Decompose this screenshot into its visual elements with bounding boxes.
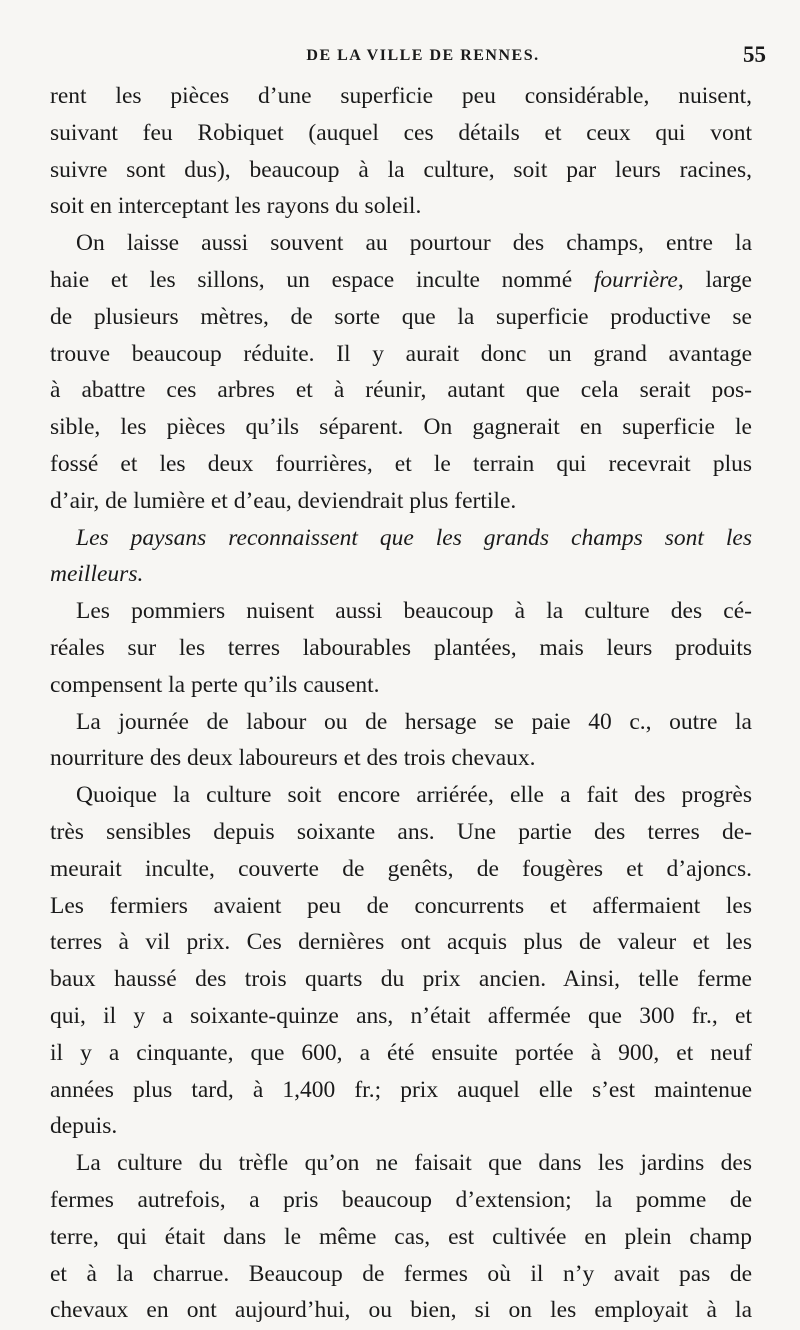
paragraph <box>50 777 752 1145</box>
text-line: trouve beaucoup réduite. Il y aurait donc un grand avantage <box>50 340 752 367</box>
text-line: compensent la perte qu’ils causent. <box>50 671 380 698</box>
italic-term: fourrière <box>593 266 678 293</box>
text-line: fossé et les deux fourrières, et le terrain qui recevrait plus <box>50 450 752 477</box>
text-line: qui, il y a soixante-quinze ans, n’était affermée que 300 fr., et <box>50 1002 752 1029</box>
text-line: La journée de labour ou de hersage se paie 40 c., outre la <box>76 708 752 735</box>
body-text <box>50 78 752 1329</box>
text-line: meurait inculte, couverte de genêts, de fougères et d’ajoncs. <box>50 855 752 882</box>
text-line: il y a cinquante, que 600, a été ensuite portée à 900, et neuf <box>50 1039 752 1066</box>
text-line: rent les pièces d’une superficie peu considérable, nuisent, <box>50 83 752 109</box>
paragraph <box>50 593 752 703</box>
text-line: soit en interceptant les rayons du soleil. <box>50 193 422 220</box>
text-line: Quoique la culture soit encore arriérée, elle a fait des progrès <box>76 782 752 809</box>
text-line: Les pommiers nuisent aussi beaucoup à la culture des cé- <box>76 598 752 625</box>
text-line: Les fermiers avaient peu de concurrents et affermaient les <box>50 892 752 919</box>
text-line: chevaux en ont aujourd’hui, ou bien, si on les employait à la <box>50 1297 752 1324</box>
text-line: nourriture des deux laboureurs et des trois chevaux. <box>50 745 536 772</box>
running-title: DE LA VILLE DE RENNES. <box>306 47 540 64</box>
running-head <box>48 44 768 74</box>
text-line: suivre sont dus), beaucoup à la culture, soit par leurs racines, <box>50 156 752 183</box>
text-line: Les paysans reconnaissent que les grands champs sont les <box>76 524 752 551</box>
paragraph <box>50 1145 752 1329</box>
paragraph <box>50 520 752 594</box>
text-line: à abattre ces arbres et à réunir, autant que cela serait pos- <box>50 377 752 404</box>
text-line: suivant feu Robiquet (auquel ces détails et ceux qui vont <box>50 119 752 146</box>
text-line: terres à vil prix. Ces dernières ont acquis plus de valeur et les <box>50 929 752 956</box>
text-segment: haie et les sillons, un espace inculte nommé <box>50 266 594 293</box>
text-line: années plus tard, à 1,400 fr.; prix auquel elle s’est maintenue <box>50 1076 752 1103</box>
page-number: 55 <box>743 42 766 67</box>
text-line: fermes autrefois, a pris beaucoup d’extension; la pomme de <box>50 1186 752 1213</box>
text-line: d’air, de lumière et d’eau, deviendrait plus fertile. <box>50 487 517 514</box>
text-line: La culture du trèfle qu’on ne faisait que dans les jardins des <box>76 1150 752 1177</box>
text-line: depuis. <box>50 1113 118 1140</box>
text-line: très sensibles depuis soixante ans. Une partie des terres de- <box>50 818 752 845</box>
text-line: baux haussé des trois quarts du prix ancien. Ainsi, telle ferme <box>50 966 752 993</box>
paragraph <box>50 704 752 778</box>
text-line: On laisse aussi souvent au pourtour des champs, entre la <box>76 230 752 257</box>
text-segment: , large <box>677 266 752 293</box>
text-line: terre, qui était dans le même cas, est cultivée en plein champ <box>50 1223 752 1250</box>
text-line: réales sur les terres labourables plantées, mais leurs produits <box>50 634 752 661</box>
text-line: meilleurs. <box>50 561 144 588</box>
paragraph <box>50 78 752 225</box>
text-line <box>50 262 752 299</box>
paragraph <box>50 225 752 519</box>
text-line: de plusieurs mètres, de sorte que la superficie productive se <box>50 303 752 330</box>
text-line: et à la charrue. Beaucoup de fermes où il n’y avait pas de <box>50 1260 752 1287</box>
text-line: sible, les pièces qu’ils séparent. On gagnerait en superficie le <box>50 414 752 441</box>
